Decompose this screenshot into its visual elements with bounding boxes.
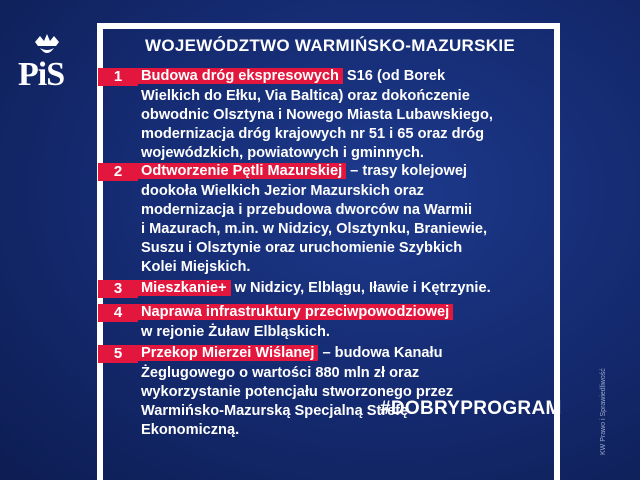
item-first-line bbox=[138, 344, 443, 363]
item-line: modernizacja dróg krajowych nr 51 i 65 oraz dróg bbox=[141, 126, 485, 142]
item-line: Żeglugowego o wartości 880 mln zł oraz bbox=[141, 365, 420, 381]
item-first-rest: – trasy kolejowej bbox=[346, 163, 467, 179]
item-first-rest: w Nidzicy, Elblągu, Iławie i Kętrzynie. bbox=[230, 280, 491, 296]
page-title: WOJEWÓDZTWO WARMIŃSKO-MAZURSKIE bbox=[144, 36, 516, 55]
item-highlight: Odtworzenie Pętli Mazurskiej bbox=[138, 163, 346, 179]
item-line: w rejonie Żuław Elbląskich. bbox=[141, 324, 330, 340]
item-line: modernizacja i przebudowa dworców na Warmii bbox=[141, 202, 473, 218]
item-first-line bbox=[138, 279, 491, 298]
item-line: dookoła Wielkich Jezior Mazurskich oraz bbox=[141, 183, 424, 199]
item-highlight: Naprawa infrastruktury przeciwpowodziowej bbox=[138, 304, 453, 320]
item-line: Ekonomiczną. bbox=[141, 422, 240, 438]
credit-text: KW Prawo i Sprawiedliwość bbox=[600, 368, 607, 455]
item-line: Warmińsko-Mazurską Specjalną Strefę bbox=[141, 403, 409, 419]
item-number: 5 bbox=[98, 345, 138, 363]
item-first-rest: S16 (od Borek bbox=[342, 68, 446, 84]
item-number: 1 bbox=[98, 68, 138, 86]
item-line: Wielkich do Ełku, Via Baltica) oraz dokończenie bbox=[141, 88, 470, 104]
item-highlight: Przekop Mierzei Wiślanej bbox=[138, 345, 318, 361]
party-logo bbox=[18, 30, 78, 100]
item-number: 2 bbox=[98, 163, 138, 181]
item-number: 4 bbox=[98, 304, 138, 322]
item-line: wykorzystanie potencjału stworzonego przez bbox=[141, 384, 454, 400]
logo-text: PiS bbox=[18, 56, 65, 93]
item-highlight: Budowa dróg ekspresowych bbox=[138, 68, 343, 84]
item-line: Kolei Miejskich. bbox=[141, 259, 251, 275]
item-first-line bbox=[138, 303, 453, 322]
item-highlight: Mieszkanie+ bbox=[138, 280, 231, 296]
item-first-line bbox=[138, 67, 445, 86]
item-line: obwodnic Olsztyna i Nowego Miasta Lubawskiego, bbox=[141, 107, 493, 123]
item-first-rest: – budowa Kanału bbox=[318, 345, 443, 361]
item-first-line bbox=[138, 162, 467, 181]
item-number: 3 bbox=[98, 280, 138, 298]
item-line: i Mazurach, m.in. w Nidzicy, Olsztynku, Braniewie, bbox=[141, 221, 488, 237]
item-line: Suszu i Olsztynie oraz uruchomienie Szybkich bbox=[141, 240, 463, 256]
item-line: wojewódzkich, powiatowych i gminnych. bbox=[141, 145, 424, 161]
hashtag: #DOBRYPROGRAM bbox=[380, 398, 562, 419]
